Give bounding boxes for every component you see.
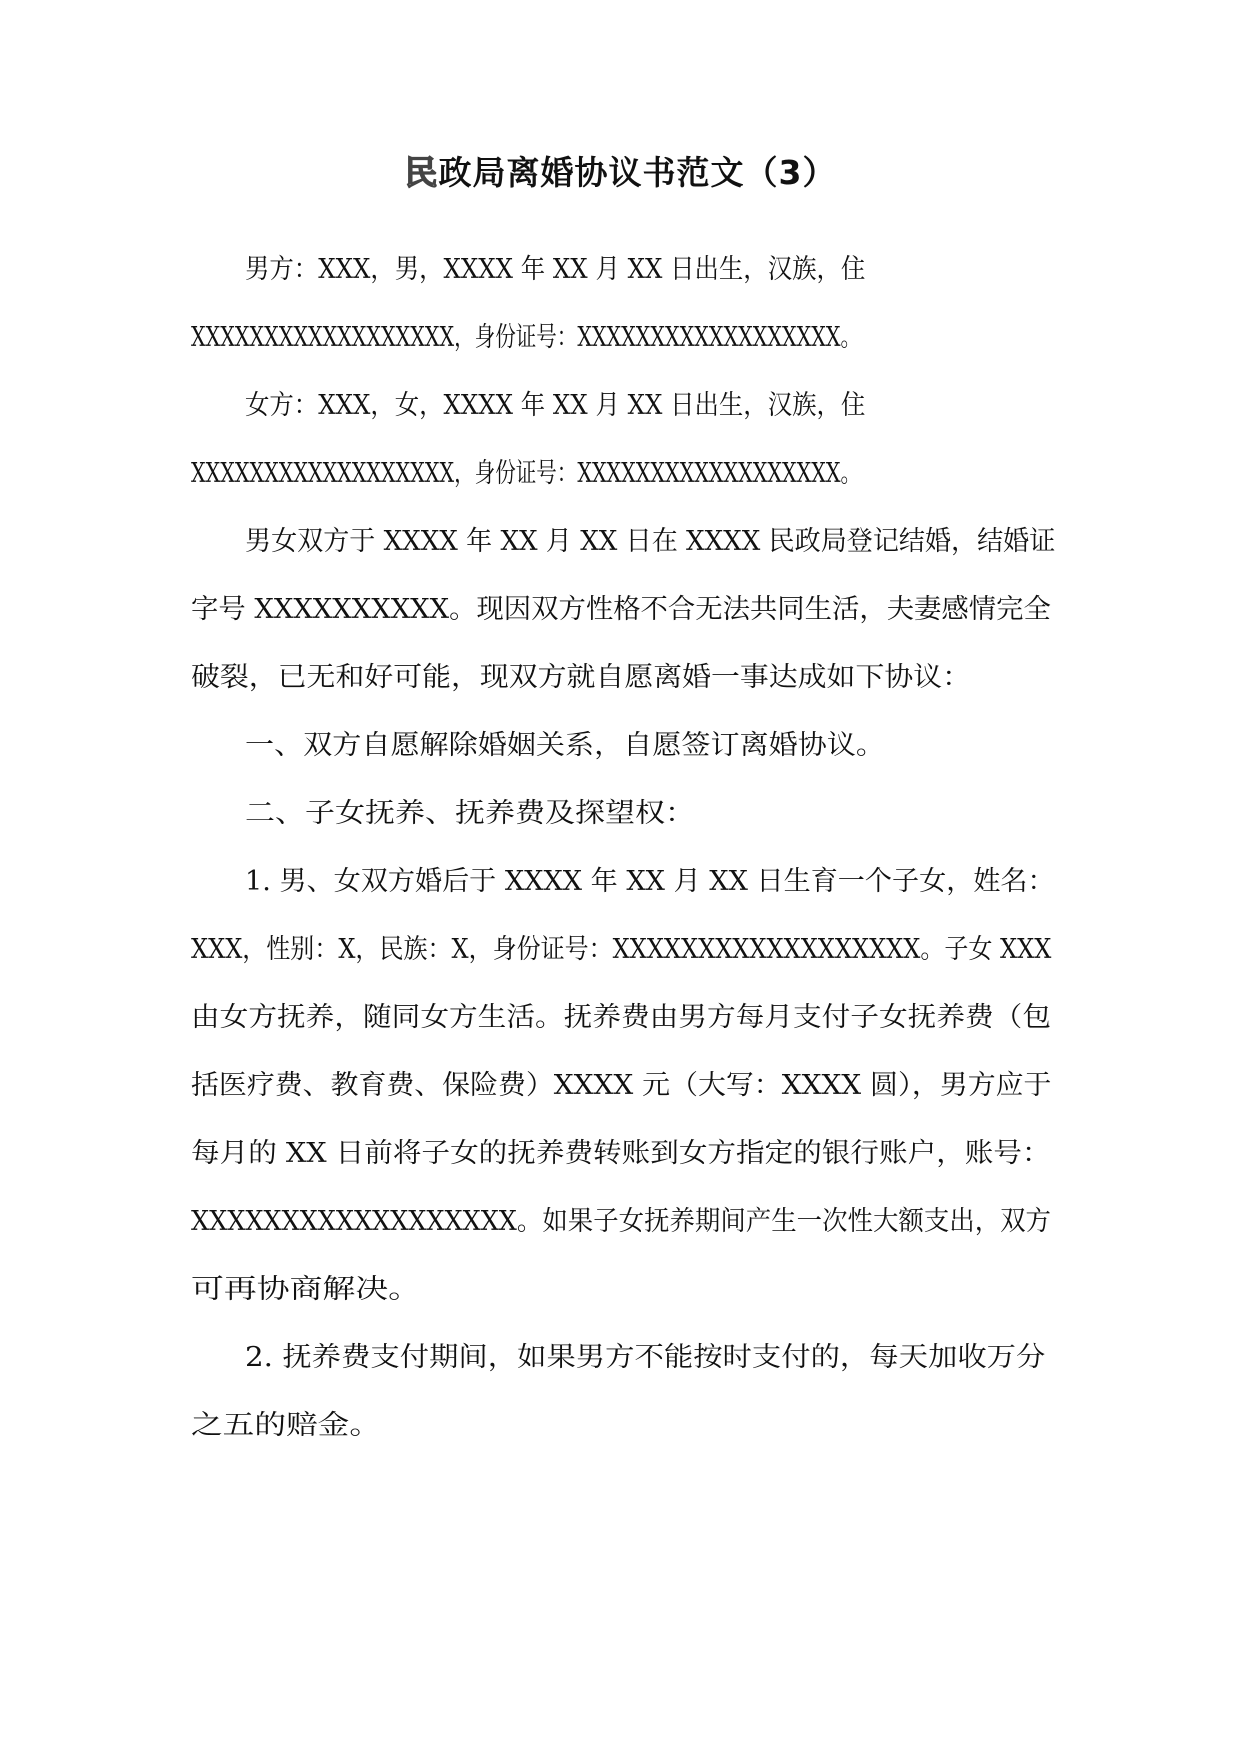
text-line: XXXXXXXXXXXXXXXXXX。如果子女抚养期间产生一次性大额支出，双方 <box>191 1206 1051 1237</box>
text-line: 女方：XXX，女，XXXX 年 XX 月 XX 日出生，汉族，住 <box>245 390 866 421</box>
text-line: 由女方抚养，随同女方生活。抚养费由男方每月支付子女抚养费（包 <box>191 1002 1051 1033</box>
text-line: 男女双方于 XXXX 年 XX 月 XX 日在 XXXX 民政局登记结婚，结婚证 <box>245 526 1056 557</box>
document-title <box>0 148 1241 198</box>
title-text: 政局离婚协议书范文（3） <box>438 153 837 192</box>
text-line: XXX，性别：X，民族：X，身份证号：XXXXXXXXXXXXXXXXXX。子女 XXX <box>191 934 1052 965</box>
text-line: 可再协商解决。 <box>191 1274 421 1305</box>
text-line: 破裂，已无和好可能，现双方就自愿离婚一事达成如下协议： <box>191 662 971 693</box>
text-line: 2. 抚养费支付期间，如果男方不能按时支付的，每天加收万分 <box>245 1342 1046 1373</box>
text-line: 字号 XXXXXXXXXX。现因双方性格不合无法共同生活，夫妻感情完全 <box>191 594 1051 625</box>
text-line: 1. 男、女双方婚后于 XXXX 年 XX 月 XX 日生育一个子女，姓名： <box>245 866 1055 897</box>
text-line: 一、双方自愿解除婚姻关系，自愿签订离婚协议。 <box>245 730 885 761</box>
text-line: 男方：XXX，男，XXXX 年 XX 月 XX 日出生，汉族，住 <box>245 254 866 285</box>
text-line: 每月的 XX 日前将子女的抚养费转账到女方指定的银行账户，账号： <box>191 1138 1051 1169</box>
text-line: XXXXXXXXXXXXXXXXXX，身份证号：XXXXXXXXXXXXXXXXXX。 <box>191 322 861 353</box>
title-outlined-char: 民 <box>404 153 439 192</box>
text-line: 二、子女抚养、抚养费及探望权： <box>245 798 695 829</box>
text-line: XXXXXXXXXXXXXXXXXX，身份证号：XXXXXXXXXXXXXXXXXX。 <box>191 458 861 489</box>
text-line: 之五的赔金。 <box>191 1410 381 1441</box>
text-line: 括医疗费、教育费、保险费）XXXX 元（大写：XXXX 圆），男方应于 <box>191 1070 1052 1101</box>
